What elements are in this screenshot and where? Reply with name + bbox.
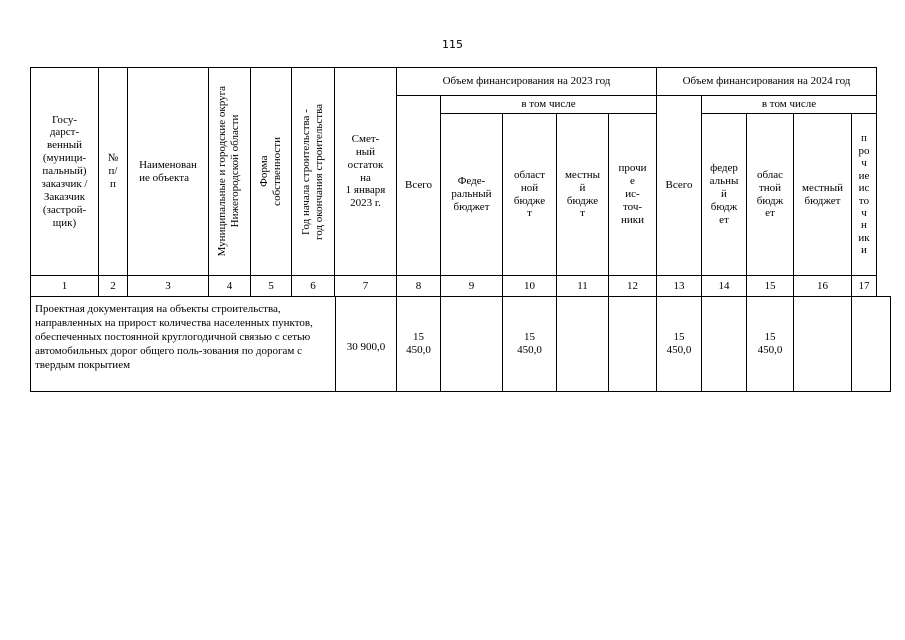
header-years-text: Год начала строительства - год окончания строительства bbox=[299, 103, 325, 240]
header-incl-2024: в том числе bbox=[701, 95, 877, 114]
header-municipality-text: Муниципальные и городские округа Нижегородской области bbox=[216, 86, 242, 257]
header-local-2024: местный бюджет bbox=[793, 113, 852, 276]
header-other-2024: п ро ч ие ис то ч н ик и bbox=[851, 113, 877, 276]
header-local-2023: местны й бюдже т bbox=[556, 113, 609, 276]
header-municipality bbox=[208, 67, 251, 276]
colnum-17: 17 bbox=[851, 275, 877, 297]
header-object-name: Наименован ие объекта bbox=[127, 67, 209, 276]
row-balance: 30 900,0 bbox=[335, 296, 397, 392]
row-federal-2024 bbox=[701, 296, 747, 392]
page-number: 115 bbox=[442, 38, 463, 51]
colnum-3: 3 bbox=[127, 275, 209, 297]
header-total-2024: Всего bbox=[656, 95, 702, 276]
header-group-2023: Объем финансирования на 2023 год bbox=[396, 67, 657, 96]
colnum-15: 15 bbox=[746, 275, 794, 297]
header-customer: Госу- дарст- венный (муници- пальный) заказчик / Заказчик (застрой- щик) bbox=[30, 67, 99, 276]
header-balance: Смет- ный остаток на 1 января 2023 г. bbox=[334, 67, 397, 276]
colnum-9: 9 bbox=[440, 275, 503, 297]
header-other-2023: прочи е ис- точ- ники bbox=[608, 113, 657, 276]
colnum-2: 2 bbox=[98, 275, 128, 297]
row-other-2023 bbox=[608, 296, 657, 392]
colnum-1: 1 bbox=[30, 275, 99, 297]
colnum-11: 11 bbox=[556, 275, 609, 297]
header-regional-2024: облас тной бюдж ет bbox=[746, 113, 794, 276]
row-federal-2023 bbox=[440, 296, 503, 392]
colnum-14: 14 bbox=[701, 275, 747, 297]
header-group-2024: Объем финансирования на 2024 год bbox=[656, 67, 877, 96]
header-incl-2023: в том числе bbox=[440, 95, 657, 114]
row-regional-2024: 15 450,0 bbox=[746, 296, 794, 392]
colnum-12: 12 bbox=[608, 275, 657, 297]
header-total-2023: Всего bbox=[396, 95, 441, 276]
colnum-10: 10 bbox=[502, 275, 557, 297]
colnum-7: 7 bbox=[334, 275, 397, 297]
header-regional-2023: област ной бюдже т bbox=[502, 113, 557, 276]
header-federal-2023: Феде- ральный бюджет bbox=[440, 113, 503, 276]
row-other-2024 bbox=[851, 296, 891, 392]
row-local-2024 bbox=[793, 296, 852, 392]
colnum-4: 4 bbox=[208, 275, 251, 297]
header-number: № п/ п bbox=[98, 67, 128, 276]
row-local-2023 bbox=[556, 296, 609, 392]
header-ownership-text: Форма собственности bbox=[257, 137, 283, 206]
row-total-2023: 15 450,0 bbox=[396, 296, 441, 392]
colnum-16: 16 bbox=[793, 275, 852, 297]
colnum-13: 13 bbox=[656, 275, 702, 297]
colnum-5: 5 bbox=[250, 275, 292, 297]
header-years bbox=[291, 67, 335, 276]
colnum-6: 6 bbox=[291, 275, 335, 297]
row-regional-2023: 15 450,0 bbox=[502, 296, 557, 392]
colnum-8: 8 bbox=[396, 275, 441, 297]
header-federal-2024: федер альны й бюдж ет bbox=[701, 113, 747, 276]
row-total-2024: 15 450,0 bbox=[656, 296, 702, 392]
row-description: Проектная документация на объекты строительства, направленных на прирост количества населенных пунктов, обеспеченных постоянной круглогодичной связью с сетью автомобильных дорог общего поль-зования по дорогам с твердым покрытием bbox=[30, 296, 336, 392]
header-ownership bbox=[250, 67, 292, 276]
